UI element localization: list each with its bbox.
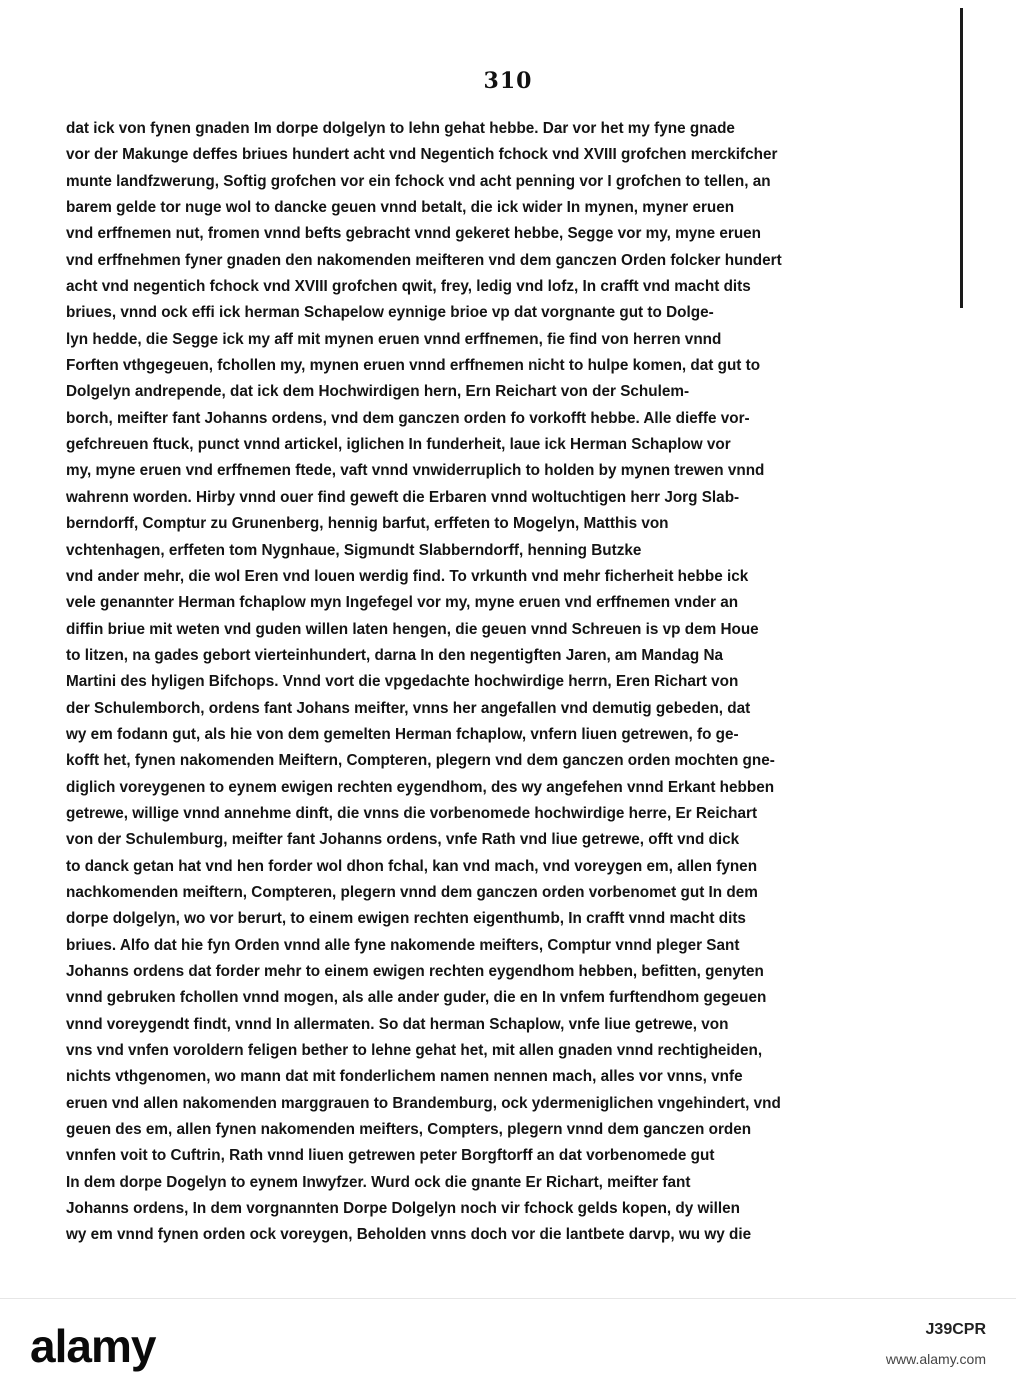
text-line: von der Schulemburg, meifter fant Johanns ordens, vnfe Rath vnd liue getrewe, offt vnd dick [66,831,740,849]
text-line: Forften vthgegeuen, fchollen my, mynen eruen vnnd erffnemen nicht to hulpe komen, dat gut to [66,357,761,375]
text-line: acht vnd negentich fchock vnd XVIII grofchen qwit, frey, ledig vnd lofz, In crafft vnd macht dits [66,278,751,296]
text-line: vnd ander mehr, die wol Eren vnd louen werdig find. To vrkunth vnd mehr ficherheit hebbe ick [66,567,749,585]
text-line: der Schulemborch, ordens fant Johans meifter, vnns her angefallen vnd demutig gebeden, dat [66,699,751,717]
text-line: eruen vnd allen nakomenden marggrauen to Brandemburg, ock ydermeniglichen vngehindert, vnd [66,1094,781,1112]
text-line: geuen des em, allen fynen nakomenden meifters, Compters, plegern vnnd dem ganczen orden [66,1121,752,1139]
text-line: my, myne eruen vnd erffnemen ftede, vaft vnnd vnwiderruplich to holden by mynen trewen vnnd [66,462,765,480]
text-line: gefchreuen ftuck, punct vnnd artickel, iglichen In funderheit, laue ick Herman Schaplow vor [66,436,731,454]
page-edge-rule [960,8,963,308]
text-line: Johanns ordens, In dem vorgnannten Dorpe Dolgelyn noch vir fchock gelds kopen, dy willen [66,1200,741,1218]
brand-logo: alamy [30,1320,156,1372]
text-line: briues, vnnd ock effi ick herman Schapelow eynnige brioe vp dat vorgnante gut to Dolge- [66,304,714,322]
text-line: nichts vthgenomen, wo mann dat mit fonderlichem namen nennen mach, alles vor vnns, vnfe [66,1068,743,1086]
text-line: borch, meifter fant Johanns ordens, vnd dem ganczen orden fo vorkofft hebbe. Alle dieffe vor- [66,409,750,427]
text-line: vor der Makunge deffes briues hundert acht vnd Negentich fchock vnd XVIII grofchen merckifcher [66,146,778,164]
text-line: nachkomenden meiftern, Compteren, plegern vnnd dem ganczen orden vorbenomet gut In dem [66,883,758,901]
text-line: to litzen, na gades gebort vierteinhundert, darna In den negentigften Jaren, am Mandag Na [66,646,724,664]
text-line: wahrenn worden. Hirby vnnd ouer find geweft die Erbaren vnnd woltuchtigen herr Jorg Slab- [66,488,740,506]
text-line: briues. Alfo dat hie fyn Orden vnnd alle fyne nakomende meifters, Comptur vnnd pleger Sant [66,936,740,954]
text-line: barem gelde tor nuge wol to dancke geuen vnnd betalt, die ick wider In mynen, myner eruen [66,199,735,217]
text-line: diglich voreygenen to eynem ewigen rechten eygendhom, des wy angefehen vnnd Erkant hebben [66,778,775,796]
text-line: vnnd gebruken fchollen vnnd mogen, als alle ander guder, die en In vnfem furftendhom gegeuen [66,989,767,1007]
watermark-footer [0,1298,1016,1391]
text-line: vnnfen voit to Cuftrin, Rath vnnd liuen getrewen peter Borgftorff an dat vorbenomede gut [66,1147,715,1165]
text-line: vnd erffnemen nut, fromen vnnd befts gebracht vnnd gekeret hebbe, Segge vor my, myne eruen [66,225,762,243]
text-line: vnnd voreygendt findt, vnnd In allermaten. So dat herman Schaplow, vnfe liue getrewe, von [66,1015,729,1033]
text-line: wy em vnnd fynen orden ock voreygen, Beholden vnns doch vor die lantbete darvp, wu wy die [66,1226,752,1244]
text-line: Dolgelyn andrepende, dat ick dem Hochwirdigen hern, Ern Reichart von der Schulem- [66,383,690,401]
text-line: Martini des hyligen Bifchops. Vnnd vort die vpgedachte hochwirdige herrn, Eren Richart von [66,673,739,691]
text-line: getrewe, willige vnnd annehme dinft, die vnns die vorbenomede hochwirdige herre, Er Reichart [66,804,758,822]
image-code: J39CPR [925,1321,986,1338]
text-line: munte landfzwerung, Softig grofchen vor ein fchock vnd acht penning vor I grofchen to tellen, an [66,172,771,190]
text-line: vns vnd vnfen voroldern feligen bether to lehne gehat het, mit allen gnaden vnnd rechtigheiden, [66,1042,763,1060]
text-line: dat ick von fynen gnaden Im dorpe dolgelyn to lehn gehat hebbe. Dar vor het my fyne gnade [66,120,735,137]
text-line: In dem dorpe Dogelyn to eynem Inwyfzer. Wurd ock die gnante Er Richart, meifter fant [66,1173,691,1191]
text-line: vele genannter Herman fchaplow myn Ingefegel vor my, myne eruen vnd erffnemen vnder an [66,594,739,612]
text-line: to danck getan hat vnd hen forder wol dhon fchal, kan vnd mach, vnd voreygen em, allen fynen [66,857,758,875]
text-line: dorpe dolgelyn, wo vor berurt, to einem ewigen rechten eigenthumb, In crafft vnnd macht dits [66,910,746,928]
text-line: lyn hedde, die Segge ick my aff mit mynen eruen vnnd erffnemen, fie find von herren vnnd [66,330,722,348]
footer-url[interactable]: www.alamy.com [885,1351,986,1367]
text-line: Johanns ordens dat forder mehr to einem ewigen rechten eygendhom hebben, befitten, genyten [66,963,764,980]
page-number: 310 [483,68,533,94]
text-line: vnd erffnehmen fyner gnaden den nakomenden meifteren vnd dem ganczen Orden folcker hundert [66,251,782,269]
text-line: kofft het, fynen nakomenden Meiftern, Compteren, plegern vnd dem ganczen orden mochten gne- [66,752,775,770]
text-line: diffin briue mit weten vnd guden willen laten hengen, die geuen vnnd Schreuen is vp dem Houe [66,620,759,638]
text-line: vchtenhagen, erffeten tom Nygnhaue, Sigmundt Slabberndorff, henning Butzke [66,541,642,559]
text-line: berndorff, Comptur zu Grunenberg, hennig barfut, erffeten to Mogelyn, Matthis von [66,515,669,533]
text-line: wy em fodann gut, als hie von dem gemelten Herman fchaplow, vnfern liuen getrewen, fo ge- [66,725,739,743]
body-text [66,116,956,1249]
